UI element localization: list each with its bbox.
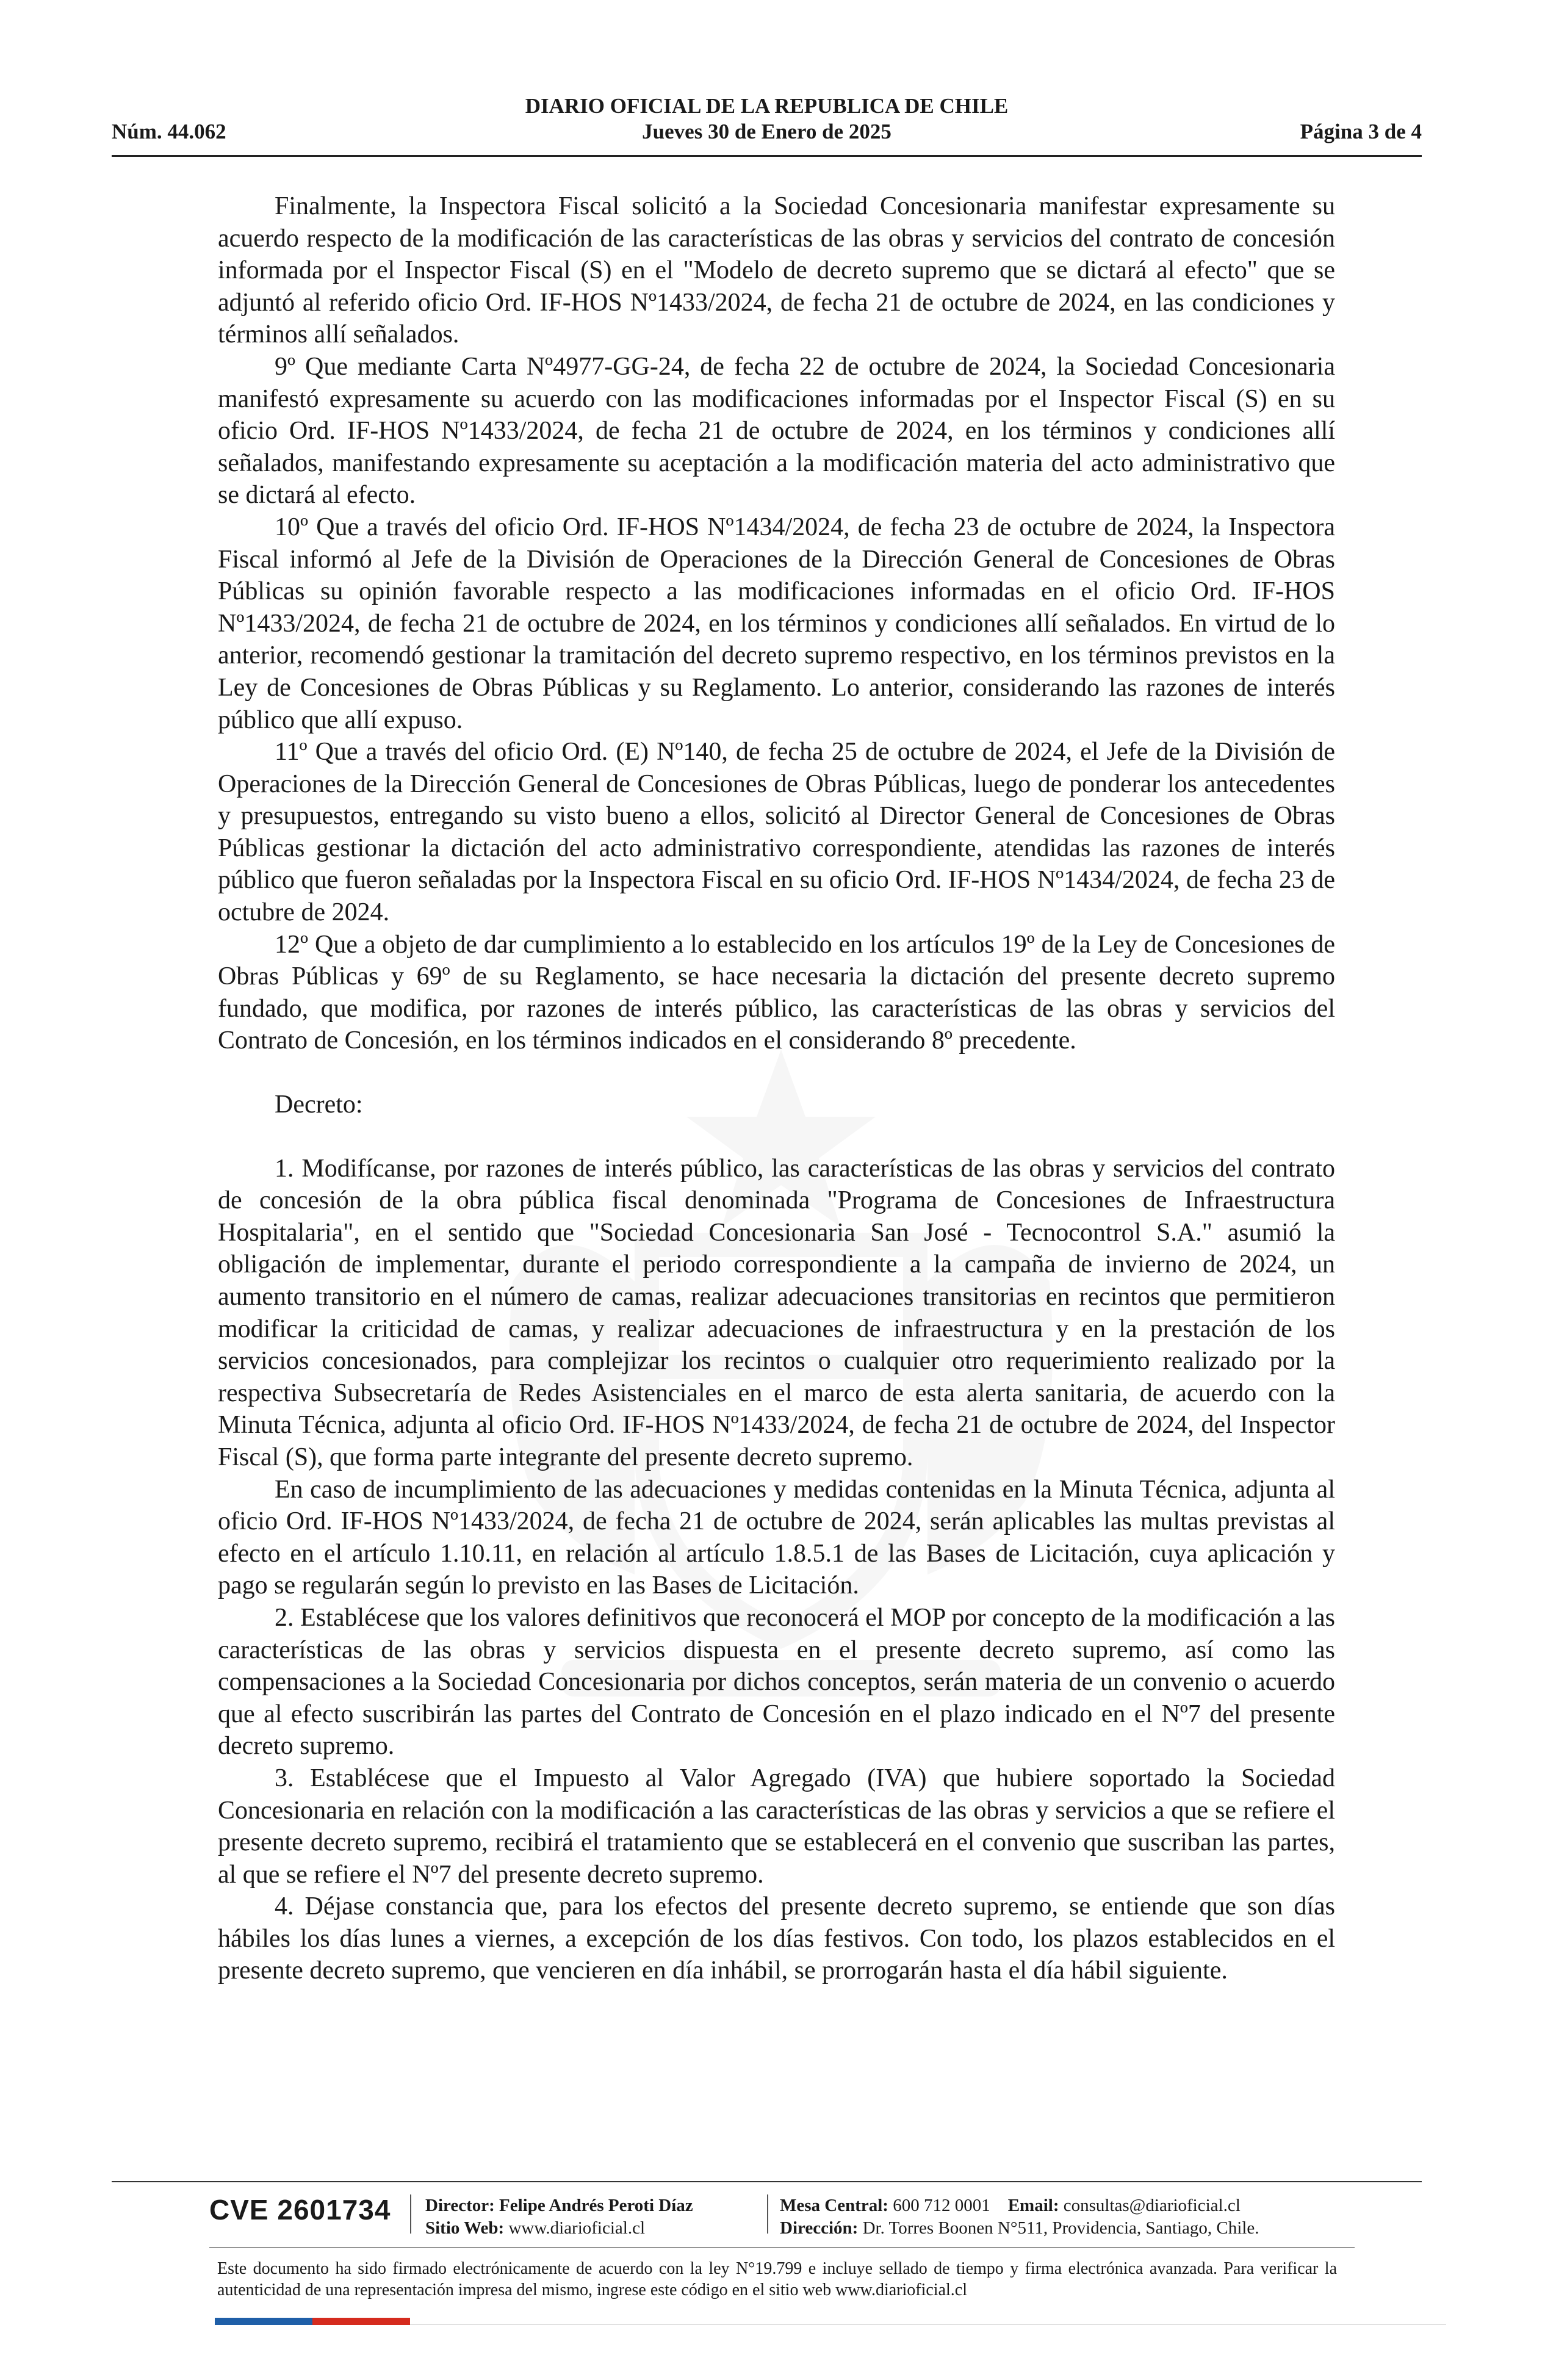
document-body (218, 190, 1335, 1987)
header-divider (112, 155, 1422, 157)
footer-contact-block (780, 2194, 1259, 2240)
paragraph: 10º Que a través del oficio Ord. IF-HOS Nº1434/2024, de fecha 23 de octubre de 2024, la Inspectora Fiscal informó al Jefe de la División de Operaciones de la Dirección General de Concesiones de Obras Públicas su opinión favorable respecto a las modificaciones informadas en el oficio Ord. IF-HOS Nº1433/2024, de fecha 21 de octubre de 2024, en los términos y condiciones allí señalados. En virtud de lo anterior, recomendó gestionar la tramitación del decreto supremo respectivo, en los términos previstos en la Ley de Concesiones de Obras Públicas y su Reglamento. Lo anterior, considerando las razones de interés público que allí expuso. (218, 513, 1335, 734)
mesa-label: Mesa Central: (780, 2196, 888, 2215)
flag-blue-segment (215, 2318, 312, 2325)
website-link[interactable]: www.diarioficial.cl (508, 2218, 646, 2238)
issue-number: Núm. 44.062 (112, 120, 226, 143)
flag-red-segment (312, 2318, 410, 2325)
paragraph: 1. Modifícanse, por razones de interés público, las características de las obras y servicios del contrato de concesión de la obra pública fiscal denominada "Programa de Concesiones de Infraestructura Hospitalaria", en el sentido que "Sociedad Concesionaria San José - Tecnocontrol S.A." asumió la obligación de implementar, durante el periodo correspondiente a la campaña de invierno de 2024, un aumento transitorio en el número de camas, realizar adecuaciones transitorias en recintos que permitieron modificar la criticidad de camas, y realizar adecuaciones de infraestructura y en la prestación de los servicios concesionados, para complejizar los recintos o cualquier otro requerimiento realizado por la respectiva Subsecretaría de Redes Asistenciales en el marco de esta alerta sanitaria, de acuerdo con la Minuta Técnica, adjunta al oficio Ord. IF-HOS Nº1433/2024, de fecha 21 de octubre de 2024, del Inspector Fiscal (S), que forma parte integrante del presente decreto supremo. (218, 1154, 1335, 1471)
email-label: Email: (1007, 2196, 1059, 2215)
paragraph: 3. Establécese que el Impuesto al Valor Agregado (IVA) que hubiere soportado la Sociedad Concesionaria en relación con la modificación a las características de las obras y servicios a que se refiere el presente decreto supremo, recibirá el tratamiento que se establecerá en el convenio que suscriban las partes, al que se refiere el Nº7 del presente decreto supremo. (218, 1764, 1335, 1889)
mesa-phone: 600 712 0001 (893, 2196, 990, 2215)
cve-code: CVE 2601734 (209, 2194, 391, 2226)
paragraph: 2. Establécese que los valores definitivos que reconocerá el MOP por concepto de la modificación a las características de las obras y servicios dispuesta en el presente decreto supremo, así como las compensaciones a la Sociedad Concesionaria por dichos conceptos, serán materia de un convenio o acuerdo que al efecto suscribirán las partes del Contrato de Concesión en el plazo indicado en el Nº7 del presente decreto supremo. (218, 1603, 1335, 1761)
footer-divider (112, 2181, 1422, 2182)
footer-inner-divider (209, 2247, 1355, 2248)
paragraph: 12º Que a objeto de dar cumplimiento a lo establecido en los artículos 19º de la Ley de Concesiones de Obras Públicas y 69º de su Reglamento, se hace necesaria la dictación del presente decreto supremo fundado, que modifica, por razones de interés público, las características de las obras y servicios del Contrato de Concesión, en los términos indicados en el considerando 8º precedente. (218, 930, 1335, 1055)
footer-director-block (425, 2194, 693, 2240)
journal-title: DIARIO OFICIAL DE LA REPUBLICA DE CHILE (525, 94, 1009, 118)
decree-heading: Decreto: (275, 1091, 363, 1119)
page-number: Página 3 de 4 (1300, 120, 1422, 143)
director-name: Felipe Andrés Peroti Díaz (499, 2196, 693, 2215)
paragraph: 4. Déjase constancia que, para los efectos del presente decreto supremo, se entiende que son días hábiles los días lunes a viernes, a excepción de los días festivos. Con todo, los plazos establecidos en el presente decreto supremo, que vencieren en día inhábil, se prorrogarán hasta el día hábil siguiente. (218, 1892, 1335, 1985)
footer-separator (767, 2194, 768, 2234)
email-link[interactable]: consultas@diarioficial.cl (1063, 2196, 1241, 2215)
footer-separator (410, 2194, 411, 2234)
paragraph: 11º Que a través del oficio Ord. (E) Nº140, de fecha 25 de octubre de 2024, el Jefe de la División de Operaciones de la Dirección General de Concesiones de Obras Públicas, luego de ponderar los antecedentes y presupuestos, entregando su visto bueno a ellos, solicitó al Director General de Concesiones de Obras Públicas gestionar la dictación del acto administrativo correspondiente, atendidas las razones de interés público que fueron señaladas por la Inspectora Fiscal en su oficio Ord. IF-HOS Nº1434/2024, de fecha 23 de octubre de 2024. (218, 738, 1335, 927)
paragraph: 9º Que mediante Carta Nº4977-GG-24, de fecha 22 de octubre de 2024, la Sociedad Concesionaria manifestó expresamente su acuerdo con las modificaciones informadas por el Inspector Fiscal (S) en su oficio Ord. IF-HOS Nº1433/2024, de fecha 21 de octubre de 2024, en los términos y condiciones allí señalados, manifestando expresamente su aceptación a la modificación materia del acto administrativo que se dictará al efecto. (218, 352, 1335, 510)
director-label: Director: (425, 2196, 495, 2215)
page-header (112, 93, 1422, 146)
chile-flag-bar (215, 2318, 410, 2325)
paragraph: Finalmente, la Inspectora Fiscal solicitó a la Sociedad Concesionaria manifestar expresamente su acuerdo respecto de la modificación de las características de las obras y servicios del contrato de concesión informada por el Inspector Fiscal (S) en el "Modelo de decreto supremo que se dictará al efecto" que se adjuntó al referido oficio Ord. IF-HOS Nº1433/2024, de fecha 21 de octubre de 2024, en las condiciones y términos allí señalados. (218, 192, 1335, 349)
signature-disclaimer: Este documento ha sido firmado electrónicamente de acuerdo con la ley N°19.799 e incluye sellado de tiempo y firma electrónica avanzada. Para verificar la autenticidad de una representación impresa del mismo, ingrese este código en el sitio web www.diarioficial.cl (217, 2259, 1337, 2299)
website-label: Sitio Web: (425, 2218, 505, 2238)
address-label: Dirección: (780, 2218, 859, 2238)
issue-date: Jueves 30 de Enero de 2025 (642, 120, 891, 143)
address-value: Dr. Torres Boonen N°511, Providencia, Santiago, Chile. (862, 2218, 1259, 2238)
paragraph: En caso de incumplimiento de las adecuaciones y medidas contenidas en la Minuta Técnica, adjunta al oficio Ord. IF-HOS Nº1433/2024, de fecha 21 de octubre de 2024, serán aplicables las multas previstas al efecto en el artículo 1.10.11, en relación al artículo 1.8.5.1 de las Bases de Licitación, cuya aplicación y pago se regularán según lo previsto en las Bases de Licitación. (218, 1475, 1335, 1600)
